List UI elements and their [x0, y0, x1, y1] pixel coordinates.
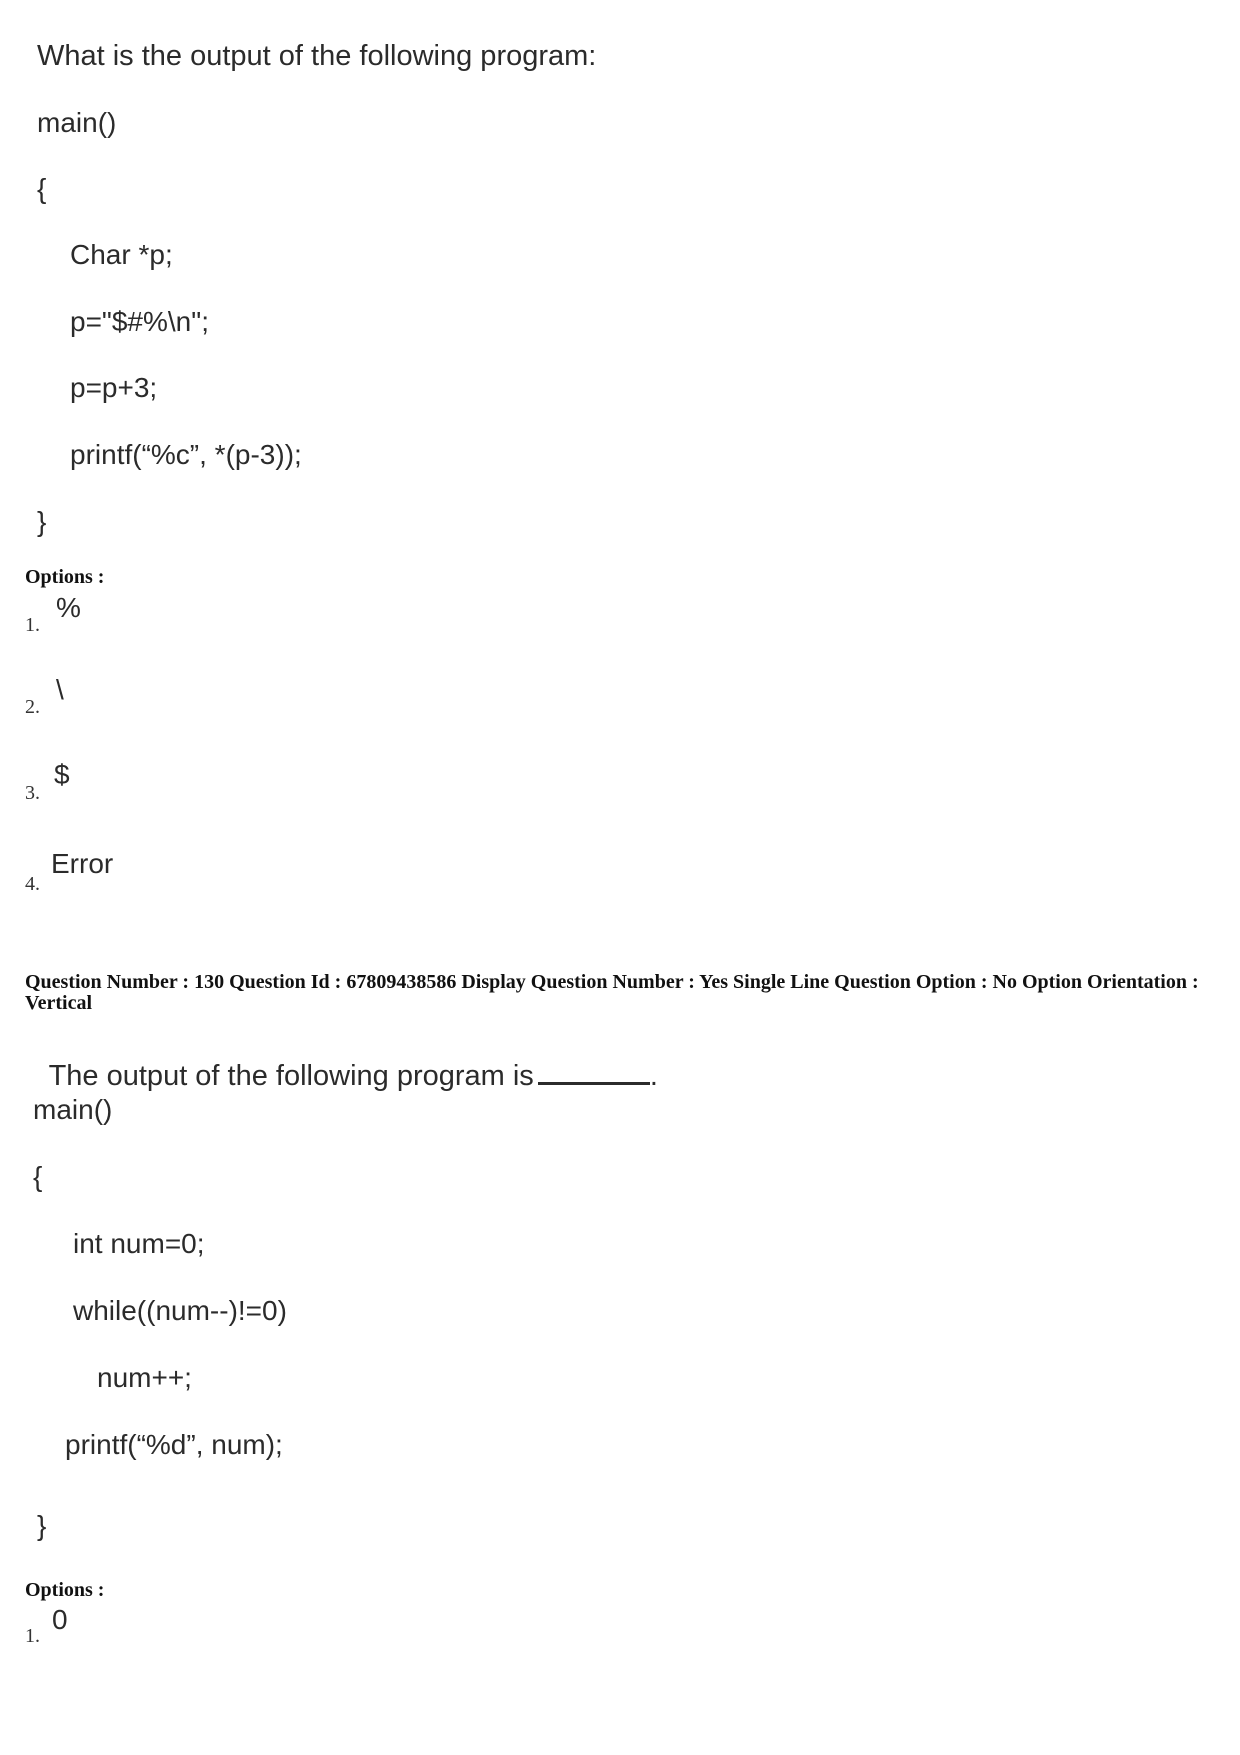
options-label: Options : [25, 1579, 105, 1601]
option-number: 3. [25, 782, 40, 804]
code-line: printf(“%d”, num); [65, 1429, 283, 1460]
code-line: p=p+3; [70, 372, 158, 403]
code-line: printf(“%c”, *(p-3)); [70, 439, 302, 470]
code-line: } [37, 1510, 47, 1541]
question-prompt-text: The output of the following program is [48, 1060, 534, 1092]
option-value: % [56, 592, 81, 623]
option-number: 2. [25, 696, 40, 718]
code-line: main() [37, 107, 117, 138]
code-line: Char *p; [70, 239, 173, 270]
code-line: { [37, 173, 47, 204]
option-number: 4. [25, 873, 40, 895]
option-number: 1. [25, 1625, 40, 1647]
option-number: 1. [25, 614, 40, 636]
answer-blank [538, 1062, 650, 1085]
code-line: } [37, 506, 47, 537]
code-line: num++; [97, 1362, 192, 1393]
question-prompt: What is the output of the following program: [37, 40, 597, 72]
question-prompt-end: . [649, 1060, 658, 1092]
question-prompt [33, 1027, 658, 1093]
code-line: { [33, 1161, 43, 1192]
code-line: p="$#%\n"; [70, 306, 209, 337]
code-line: while((num--)!=0) [73, 1295, 287, 1326]
option-value: \ [56, 674, 64, 705]
question-meta: Question Number : 130 Question Id : 67809438586 Display Question Number : Yes Single Line Question Option : No Option Orientation : Vertical [25, 971, 1199, 1014]
options-label: Options : [25, 566, 105, 588]
option-value: $ [54, 759, 70, 790]
option-value: Error [51, 848, 114, 879]
code-line: main() [33, 1094, 113, 1125]
option-value: 0 [52, 1604, 68, 1635]
code-line: int num=0; [73, 1228, 205, 1259]
